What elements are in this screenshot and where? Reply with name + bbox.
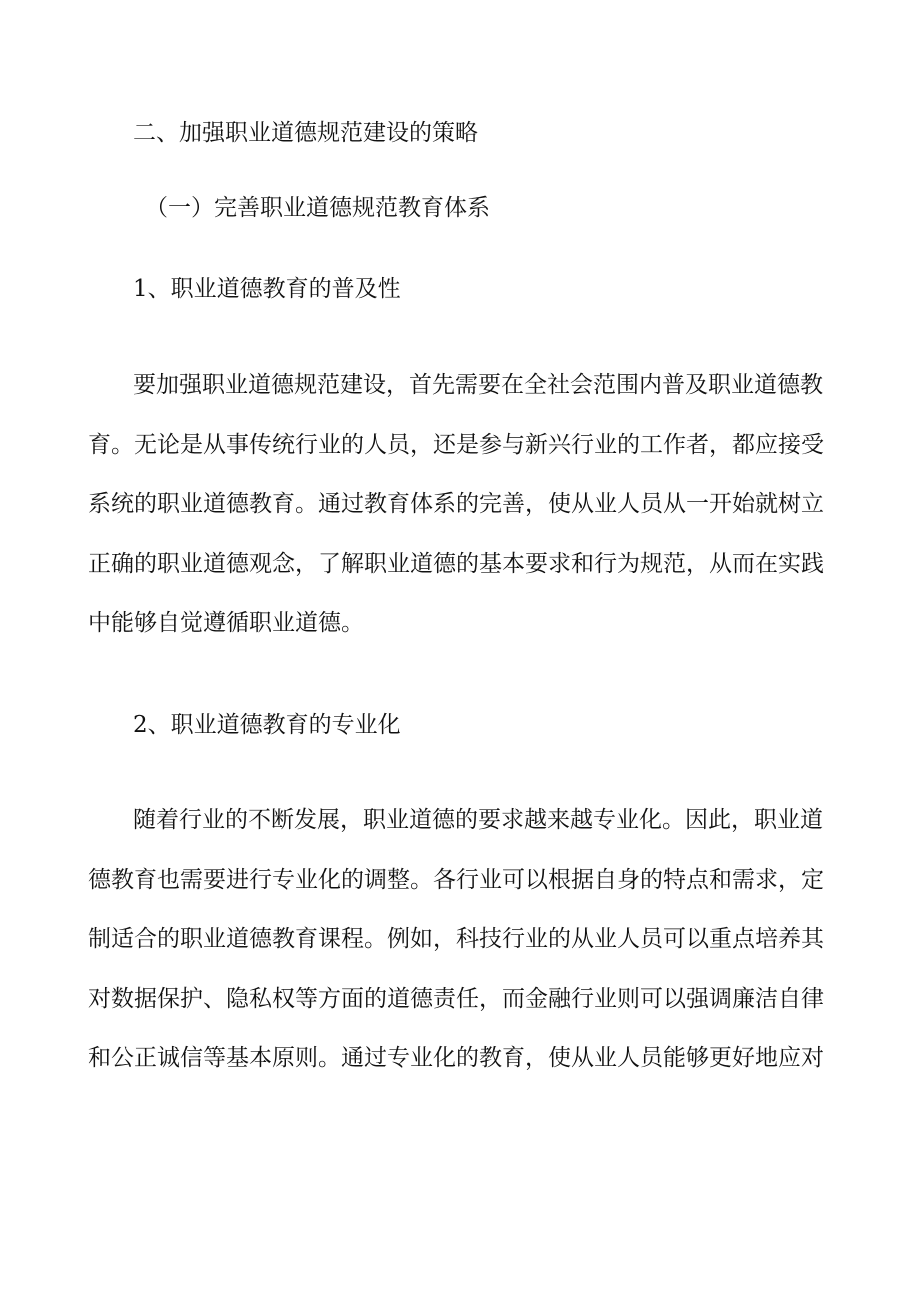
paragraph-line: 要加强职业道德规范建设，首先需要在全社会范围内普及职业道德教 xyxy=(133,372,823,398)
paragraph-line: 系统的职业道德教育。通过教育体系的完善，使从业人员从一开始就树立 xyxy=(88,491,824,517)
paragraph-2 xyxy=(88,805,830,1103)
item-heading-1: 1、职业道德教育的普及性 xyxy=(133,276,401,302)
paragraph-line: 育。无论是从事传统行业的人员，还是参与新兴行业的工作者，都应接受 xyxy=(88,431,824,458)
item-heading-2: 2、职业道德教育的专业化 xyxy=(133,712,401,738)
paragraph-line: 随着行业的不断发展，职业道德的要求越来越专业化。因此，职业道 xyxy=(133,807,823,833)
paragraph-line: 制适合的职业道德教育课程。例如，科技行业的从业人员可以重点培养其 xyxy=(88,926,824,952)
section-heading: 二、加强职业道德规范建设的策略 xyxy=(133,120,478,146)
paragraph-line: 中能够自觉遵循职业道德。 xyxy=(88,610,364,636)
paragraph-1 xyxy=(88,370,830,668)
paragraph-line: 正确的职业道德观念，了解职业道德的基本要求和行为规范，从而在实践 xyxy=(88,550,824,577)
paragraph-line: 德教育也需要进行专业化的调整。各行业可以根据自身的特点和需求，定 xyxy=(88,866,824,893)
paragraph-line: 对数据保护、隐私权等方面的道德责任，而金融行业则可以强调廉洁自律 xyxy=(88,985,824,1012)
subsection-heading: （一）完善职业道德规范教育体系 xyxy=(145,195,490,221)
paragraph-line: 和公正诚信等基本原则。通过专业化的教育，使从业人员能够更好地应对 xyxy=(88,1045,824,1071)
